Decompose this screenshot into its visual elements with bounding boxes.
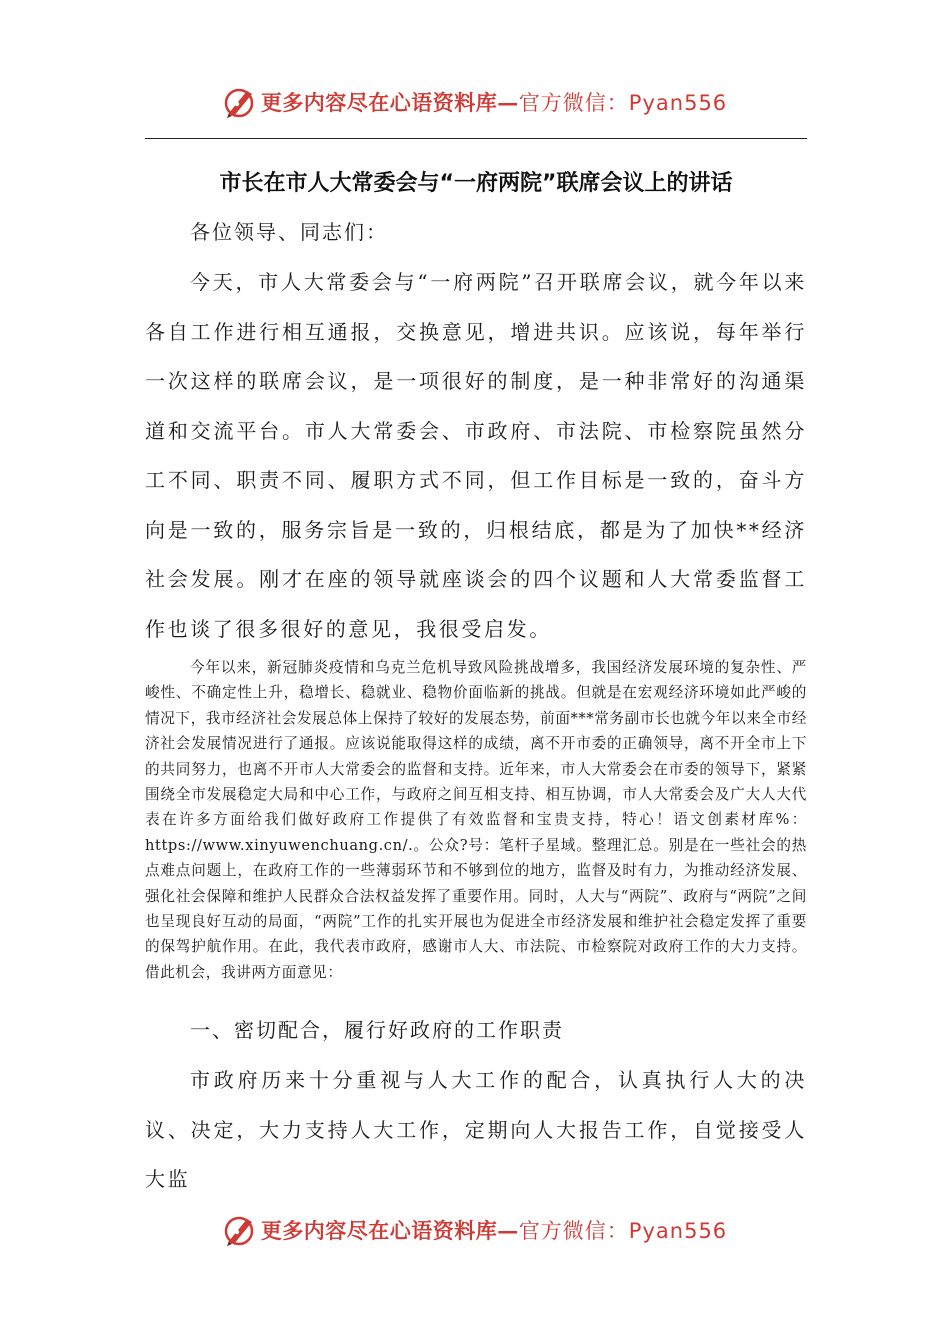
banner-text: 更多内容尽在心语资料库— [260,90,519,115]
banner-text: 更多内容尽在心语资料库— [260,1218,519,1243]
pen-logo-icon [223,85,257,119]
paragraph-3: 市政府历来十分重视与人大工作的配合，认真执行人大的决议、决定，大力支持人大工作，定期向人大报告工作，自觉接受人大监 [145,1068,807,1191]
banner-wechat: 官方微信：Pyan556 [518,1219,728,1243]
document-title: 市长在市人大常委会与“一府两院”联席会议上的讲话 [219,171,733,196]
header-banner [0,82,950,122]
salutation: 各位领导、同志们： [190,220,388,244]
header-rule [145,138,807,139]
paragraph-1: 今天，市人大常委会与“一府两院”召开联席会议，就今年以来各自工作进行相互通报，交换意见，增进共识。应该说，每年举行一次这样的联席会议，是一项很好的制度，是一种非常好的沟通渠道和交流平台。市人大常委会、市政府、市法院、市检察院虽然分工不同、职责不同、履职方式不同，但工作目标是一致的，奋斗方向是一致的，服务宗旨是一致的，归根结底，都是为了加快**经济社会发展。刚才在座的领导就座谈会的四个议题和人大常委监督工作也谈了很多很好的意见，我很受启发。 [145,270,807,641]
banner-wechat: 官方微信：Pyan556 [518,91,728,115]
pen-logo-icon [223,1213,257,1247]
footer-banner [0,1210,950,1250]
paragraph-2: 今年以来，新冠肺炎疫情和乌克兰危机导致风险挑战增多，我国经济发展环境的复杂性、严峻性、不确定性上升，稳增长、稳就业、稳物价面临新的挑战。但就是在宏观经济环境如此严峻的情况下，我市经济社会发展总体上保持了较好的发展态势，前面***常务副市长也就今年以来全市经济社会发展情况进行了通报。应该说能取得这样的成绩，离不开市委的正确领导，离不开全市上下的共同努力，也离不开市人大常委会的监督和支持。近年来，市人大常委会在市委的领导下，紧紧围绕全市发展稳定大局和中心工作，与政府之间互相支持、相互协调，市人大常委会及广大人大代表在许多方面给我们做好政府工作提供了有效监督和宝贵支持，特心！语文创素材库%：https://www.xinyuwenchuang.cn/.。公众?号：笔杆子星域。整理汇总。别是在一些社会的热点难点问题上，在政府工作的一些薄弱环节和不够到位的地方，监督及时有力，为推动经济发展、强化社会保障和维护人民群众合法权益发挥了重要作用。同时，人大与“两院”、政府与“两院”之间也呈现良好互动的局面，“两院”工作的扎实开展也为促进全市经济发展和维护社会稳定发挥了重要的保驾护航作用。在此，我代表市政府，感谢市人大、市法院、市检察院对政府工作的大力支持。借此机会，我讲两方面意见： [145,659,807,981]
section-heading-1: 一、密切配合，履行好政府的工作职责 [190,1018,564,1042]
